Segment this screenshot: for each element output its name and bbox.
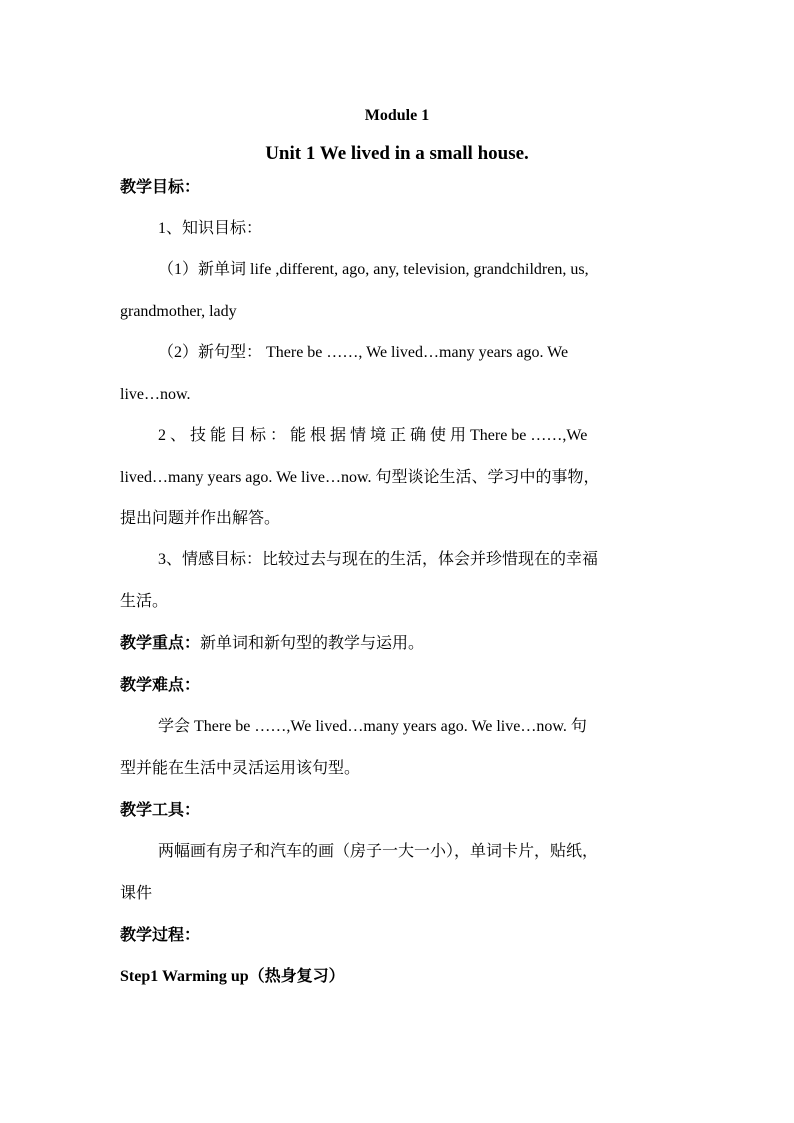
emotion-goal-line-1: 3、情感目标：比较过去与现在的生活，体会并珍惜现在的幸福 bbox=[158, 551, 599, 568]
difficulties-line-2: 型并能在生活中灵活运用该句型。 bbox=[120, 760, 361, 777]
new-words-line-1: （1）新单词 life ,different, ago, any, television, grandchildren, us, bbox=[158, 261, 589, 278]
emotion-goal-line-2: 生活。 bbox=[120, 593, 169, 610]
skill-goal-line-3: 提出问题并作出解答。 bbox=[120, 510, 281, 527]
skill-goal-line-1: 2 、 技 能 目 标 ： 能 根 据 情 境 正 确 使 用 There be ……,We bbox=[158, 427, 588, 444]
process-heading: 教学过程： bbox=[120, 927, 201, 944]
new-words-line-2: grandmother, lady bbox=[120, 303, 237, 320]
key-points-paragraph bbox=[120, 634, 424, 654]
new-sentences-line-2: live…now. bbox=[120, 386, 191, 403]
tools-line-2: 课件 bbox=[120, 885, 153, 902]
unit-title: Unit 1 We lived in a small house. bbox=[265, 143, 529, 164]
key-points-label: 教学重点： bbox=[120, 635, 201, 652]
tools-heading: 教学工具： bbox=[120, 802, 201, 819]
skill-goal-line-2: lived…many years ago. We live…now. 句型谈论生活、学习中的事物， bbox=[120, 469, 600, 486]
difficulties-line-1: 学会 There be ……,We lived…many years ago. We live…now. 句 bbox=[158, 718, 587, 735]
tools-line-1: 两幅画有房子和汽车的画（房子一大一小），单词卡片，贴纸， bbox=[158, 843, 599, 860]
key-points-text: 新单词和新句型的教学与运用。 bbox=[200, 635, 425, 652]
module-title: Module 1 bbox=[364, 107, 430, 124]
step1-heading: Step1 Warming up（热身复习） bbox=[120, 968, 345, 985]
difficulties-heading: 教学难点： bbox=[120, 677, 201, 694]
objectives-heading: 教学目标： bbox=[120, 179, 201, 196]
new-sentences-line-1: （2）新句型： There be ……, We lived…many years ago. We bbox=[158, 344, 569, 361]
knowledge-goal: 1、知识目标： bbox=[158, 220, 263, 237]
